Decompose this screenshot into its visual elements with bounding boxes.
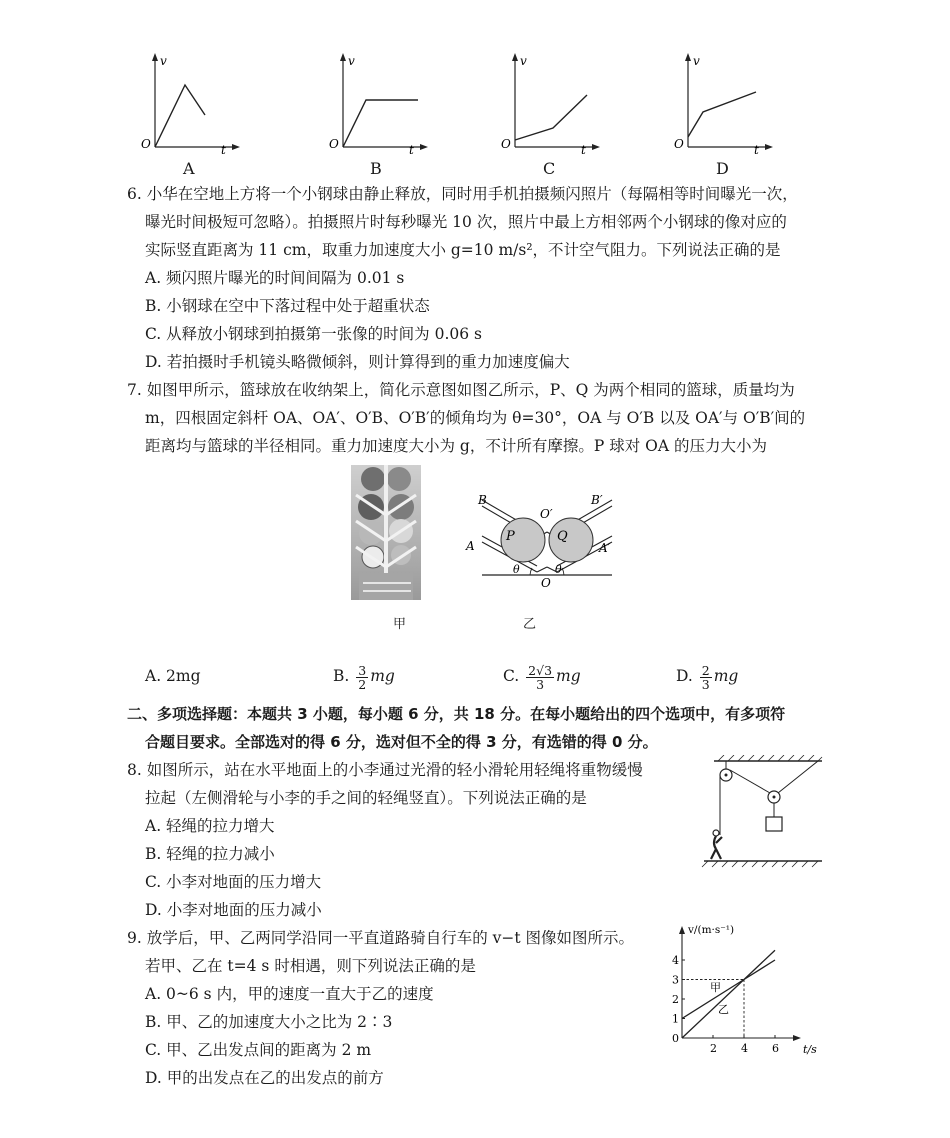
graph-c <box>501 53 600 157</box>
q6-option-a: A. 频闪照片曝光的时间间隔为 0.01 s <box>145 269 405 287</box>
q9-option-d: D. 甲的出发点在乙的出发点的前方 <box>145 1069 384 1087</box>
q9-vt-graph <box>660 920 835 1060</box>
graph-c-t: t <box>581 143 586 157</box>
q9-option-a: A. 0~6 s 内，甲的速度一直大于乙的速度 <box>145 985 434 1003</box>
label-theta-right: θ <box>555 563 562 576</box>
q8-option-d: D. 小李对地面的压力减小 <box>145 901 322 919</box>
q7-option-b-num: 3 <box>358 662 367 678</box>
q7-option-d-num: 2 <box>701 662 710 678</box>
q7-option-d-suffix: mg <box>713 667 739 685</box>
q7-option-a: A. 2mg <box>145 667 201 685</box>
graph-b <box>329 53 428 157</box>
section2-heading-line-2: 合题目要求。全部选对的得 6 分，选对但不全的得 3 分，有选错的得 0 分。 <box>145 733 658 751</box>
y-tick-label: 1 <box>672 1012 679 1026</box>
q5-graphs <box>0 45 950 180</box>
vt-series <box>682 950 775 1038</box>
graph-c-v: v <box>520 54 527 68</box>
graph-a-o: O <box>141 137 151 151</box>
q7-option-b-prefix: B. <box>333 667 350 685</box>
y-tick-label: 2 <box>672 993 679 1006</box>
q6-option-c: C. 从释放小钢球到拍摄第一张像的时间为 0.06 s <box>145 325 482 343</box>
q6-stem-line-1: 6. 小华在空地上方将一个小钢球由静止释放，同时用手机拍摄频闪照片（每隔相等时间曝光一次， <box>127 185 798 203</box>
q7-option-c-den: 3 <box>536 676 545 692</box>
graph-a <box>141 53 240 157</box>
q7-option-d-prefix: D. <box>676 667 693 685</box>
q6-option-b: B. 小钢球在空中下落过程中处于超重状态 <box>145 297 430 315</box>
q7-stem-line-2: m，四根固定斜杆 OA、OA′、O′B、O′B′的倾角均为 θ=30°，OA 与 O′B 以及 OA′与 O′B′间的 <box>145 409 806 427</box>
q8-pulley-diagram <box>700 755 825 873</box>
q7-option-b-suffix: mg <box>370 667 395 685</box>
q6-stem-line-2: 曝光时间极短可忽略）。拍摄照片时每秒曝光 10 次，照片中最上方相邻两个小钢球的像对应的 <box>145 213 787 231</box>
label-b-prime: B′ <box>591 493 603 507</box>
q9-option-c: C. 甲、乙出发点间的距离为 2 m <box>145 1041 372 1059</box>
q7-stem-line-1: 7. 如图甲所示，篮球放在收纳架上，简化示意图如图乙所示，P、Q 为两个相同的篮球，质量均为 <box>127 381 795 399</box>
label-a: A <box>466 539 475 553</box>
q7-stem-line-3: 距离均与篮球的半径相同。重力加速度大小为 g，不计所有摩擦。P 球对 OA 的压力大小为 <box>145 437 767 455</box>
x-tick-label: 6 <box>772 1042 779 1055</box>
q7-option-c-fraction <box>526 664 554 691</box>
x-axis-label: t/s <box>803 1043 817 1056</box>
graph-d-v: v <box>693 54 700 68</box>
q9-stem-line-1: 9. 放学后，甲、乙两同学沿同一平直道路骑自行车的 v−t 图像如图所示。 <box>127 929 635 947</box>
label-a-prime: A′ <box>599 541 611 555</box>
y-tick-label: 3 <box>672 973 679 987</box>
origin-label: 0 <box>672 1032 679 1045</box>
label-o: O <box>541 576 551 590</box>
q7-option-b-den: 2 <box>358 676 367 692</box>
y-axis-label: v/(m·s⁻¹) <box>688 924 735 936</box>
graph-a-label: A <box>183 159 195 178</box>
q7-fig-yi-caption: 乙 <box>523 617 537 632</box>
graph-c-o: O <box>501 137 511 151</box>
q7-fig-jia-caption: 甲 <box>393 617 407 632</box>
q8-stem-line-1: 8. 如图所示，站在水平地面上的小李通过光滑的轻小滑轮用轻绳将重物缓慢 <box>127 761 643 779</box>
series-line-yi <box>682 950 775 1038</box>
q8-option-c: C. 小李对地面的压力增大 <box>145 873 322 891</box>
q9-stem-line-2: 若甲、乙在 t=4 s 时相遇，则下列说法正确的是 <box>145 957 476 975</box>
q7-option-c-num: 2√3 <box>528 662 553 678</box>
graph-d-o: O <box>674 137 684 151</box>
label-q: Q <box>557 529 568 544</box>
graph-d-label: D <box>716 159 729 178</box>
q7-option-b-fraction <box>356 664 368 691</box>
q7-fig-yi-diagram <box>460 490 630 595</box>
q8-option-a: A. 轻绳的拉力增大 <box>145 817 275 835</box>
graph-c-label: C <box>543 159 556 178</box>
graph-b-t: t <box>409 143 414 157</box>
q7-option-d-den: 3 <box>701 676 710 692</box>
series-label-yi: 乙 <box>718 1003 729 1016</box>
y-tick-label: 4 <box>672 954 679 967</box>
q7-option-b <box>333 657 395 695</box>
label-b: B <box>478 493 487 507</box>
x-tick-label: 2 <box>710 1042 717 1055</box>
q9-option-b: B. 甲、乙的加速度大小之比为 2∶3 <box>145 1013 393 1031</box>
graph-a-t: t <box>221 143 226 157</box>
label-p: P <box>506 529 515 544</box>
graph-d <box>674 53 773 157</box>
q8-stem-line-2: 拉起（左侧滑轮与小李的手之间的轻绳竖直）。下列说法正确的是 <box>145 789 587 807</box>
graph-b-v: v <box>348 54 355 68</box>
q7-option-c-suffix: mg <box>556 667 581 685</box>
q7-option-d-fraction <box>700 664 712 691</box>
x-tick-label: 4 <box>741 1042 748 1055</box>
q6-stem-line-3: 实际竖直距离为 11 cm，取重力加速度大小 g=10 m/s²，不计空气阻力。下列说法正确的是 <box>145 241 781 259</box>
q7-option-d <box>676 657 738 695</box>
graph-a-v: v <box>160 54 167 68</box>
q7-fig-jia-photo <box>351 465 421 600</box>
series-label-jia: 甲 <box>710 981 721 994</box>
q7-option-c-prefix: C. <box>503 667 520 685</box>
section2-heading-line-1: 二、多项选择题：本题共 3 小题，每小题 6 分，共 18 分。在每小题给出的四个选项中，有多项符 <box>127 705 786 723</box>
graph-b-label: B <box>370 159 382 178</box>
label-theta-left: θ <box>513 563 520 576</box>
q8-option-b: B. 轻绳的拉力减小 <box>145 845 275 863</box>
q6-option-d: D. 若拍摄时手机镜头略微倾斜，则计算得到的重力加速度偏大 <box>145 353 570 371</box>
label-o-prime: O′ <box>540 507 553 521</box>
graph-b-o: O <box>329 137 339 151</box>
graph-d-t: t <box>754 143 759 157</box>
q7-option-c <box>503 657 581 695</box>
